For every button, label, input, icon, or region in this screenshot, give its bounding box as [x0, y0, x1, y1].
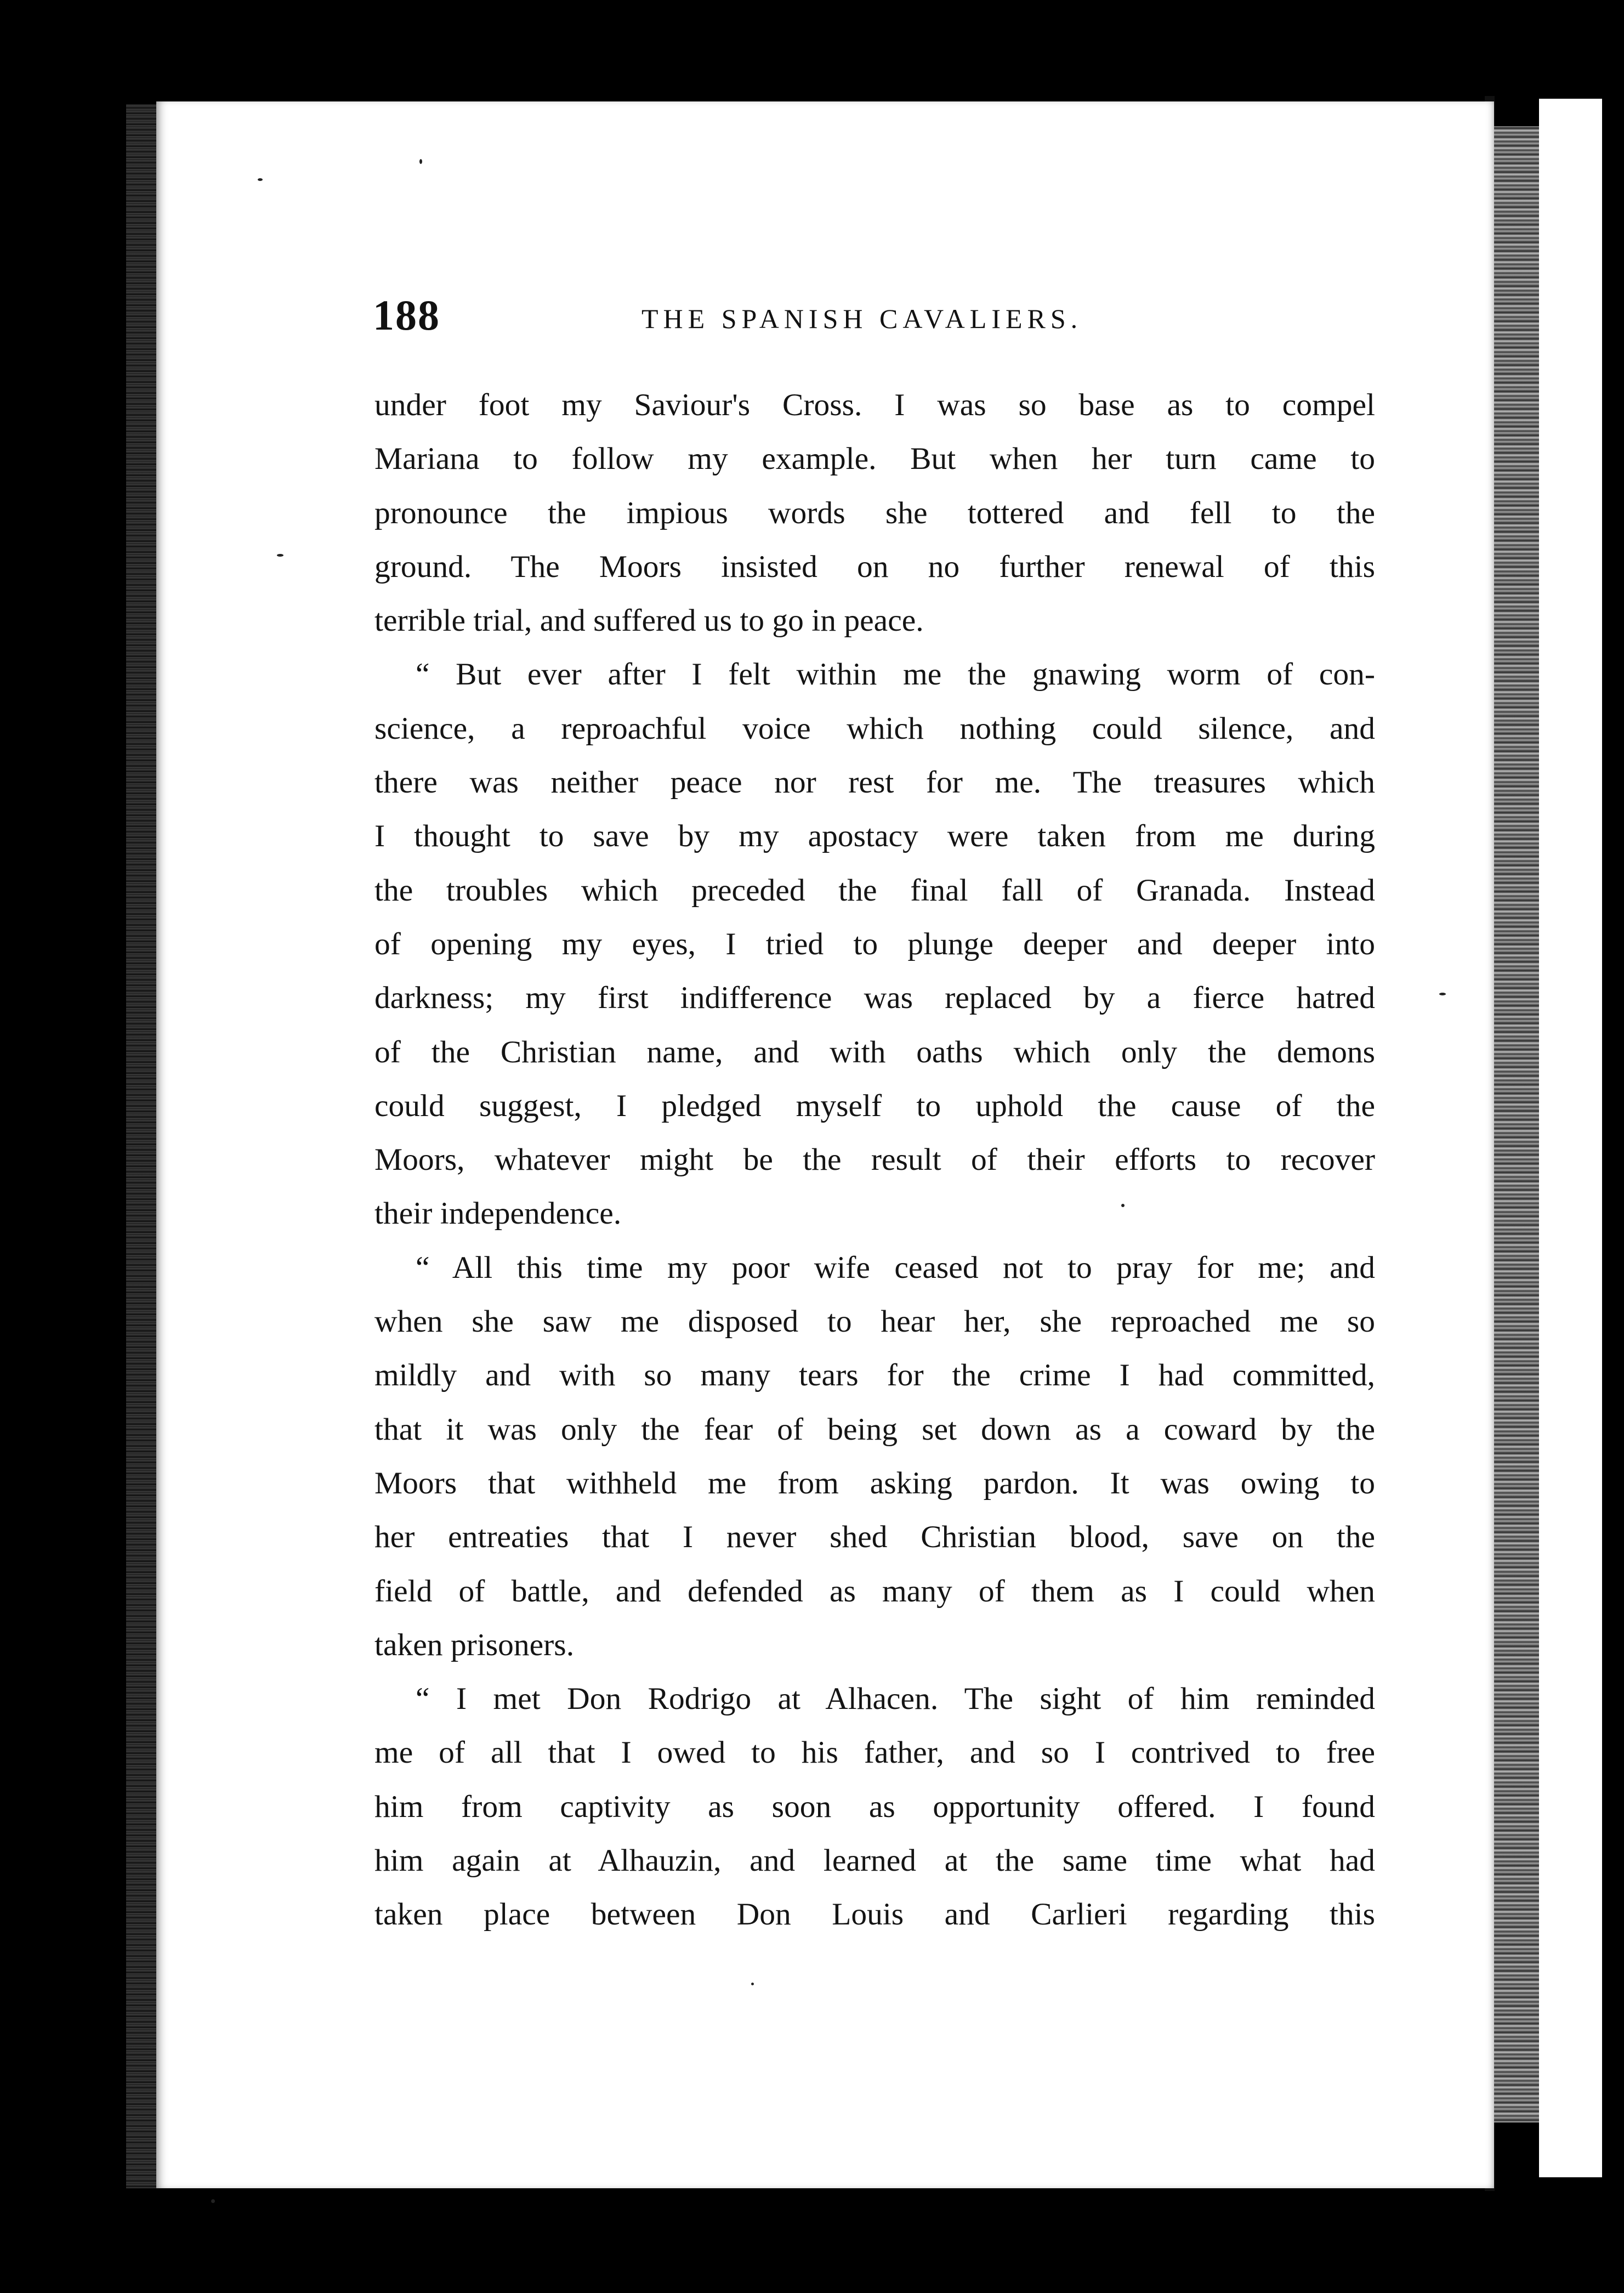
text-line: Mariana to follow my example. But when her turn came to [374, 441, 1375, 477]
scan-speck [258, 178, 263, 181]
text-line: science, a reproachful voice which nothing could silence, and [374, 711, 1375, 746]
text-line: darkness; my first indifference was replaced by a fierce hatred [374, 981, 1375, 1016]
text-line: him again at Alhauzin, and learned at the same time what had [374, 1843, 1375, 1878]
scan-speck [211, 2199, 215, 2203]
scan-speck [1439, 993, 1446, 995]
text-line: I thought to save by my apostacy were taken from me during [374, 819, 1375, 854]
text-line: her entreaties that I never shed Christian blood, save on the [374, 1520, 1375, 1555]
next-page-sliver [1539, 99, 1602, 2177]
running-head: THE SPANISH CAVALIERS. [641, 303, 1083, 334]
text-line: mildly and with so many tears for the crime I had committed, [374, 1358, 1375, 1393]
page-stack-edge [1494, 126, 1539, 2122]
scan-speck [1121, 1204, 1125, 1207]
text-line: when she saw me disposed to hear her, she reproached me so [374, 1304, 1375, 1339]
text-line: Moors that withheld me from asking pardon. It was owing to [374, 1465, 1375, 1501]
scan-speck [751, 1983, 754, 1985]
text-line: under foot my Saviour's Cross. I was so base as to compel [374, 388, 1375, 422]
text-line: terrible trial, and suffered us to go in peace. [374, 603, 924, 638]
text-line: could suggest, I pledged myself to uphold the cause of the [374, 1088, 1375, 1123]
text-line: ground. The Moors insisted on no further renewal of this [374, 549, 1375, 584]
text-line: pronounce the impious words she tottered and fell to the [374, 495, 1375, 530]
text-line: “ All this time my poor wife ceased not to pray for me; and [416, 1250, 1375, 1285]
text-line: taken place between Don Louis and Carlieri regarding this [374, 1897, 1375, 1932]
text-line: Moors, whatever might be the result of their efforts to recover [374, 1142, 1375, 1177]
text-line: him from captivity as soon as opportunity offered. I found [374, 1789, 1375, 1824]
text-line: “ But ever after I felt within me the gnawing worm of con- [416, 657, 1375, 692]
body-text [374, 378, 1375, 1942]
text-line: there was neither peace nor rest for me. The treasures which [374, 765, 1375, 800]
scan-speck [277, 554, 283, 557]
text-line: taken prisoners. [374, 1627, 575, 1662]
text-line: of the Christian name, and with oaths which only the demons [374, 1034, 1375, 1069]
text-line: that it was only the fear of being set down as a coward by the [374, 1412, 1375, 1447]
text-line: me of all that I owed to his father, and so I contrived to free [374, 1735, 1375, 1770]
page-header [373, 291, 1376, 351]
text-line: of opening my eyes, I tried to plunge deeper and deeper into [374, 926, 1375, 961]
text-line: field of battle, and defended as many of them as I could when [374, 1573, 1375, 1609]
text-line: the troubles which preceded the final fall of Granada. Instead [374, 873, 1375, 908]
scan-speck [419, 159, 422, 164]
text-line: “ I met Don Rodrigo at Alhacen. The sight of him reminded [416, 1681, 1375, 1717]
page-number: 188 [373, 291, 440, 339]
text-line: their independence. [374, 1196, 622, 1231]
